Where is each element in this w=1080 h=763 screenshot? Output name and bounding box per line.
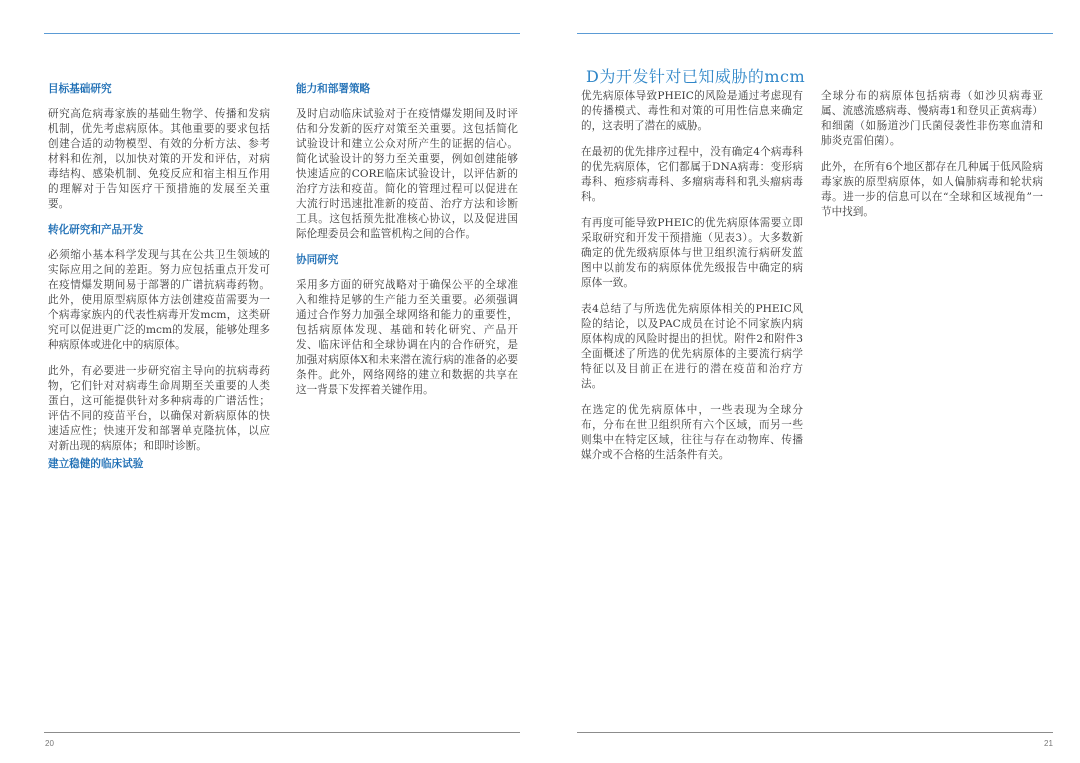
right-column-2 xyxy=(821,89,1043,231)
page-number: 20 xyxy=(45,739,54,748)
bottom-rule xyxy=(577,732,1053,733)
section-heading: 转化研究和产品开发 xyxy=(48,224,144,236)
section-heading: 建立稳健的临床试验 xyxy=(48,458,144,470)
left-column-2 xyxy=(296,82,518,409)
section-heading: 目标基础研究 xyxy=(48,83,112,95)
paragraph: 及时启动临床试验对于在疫情爆发期间及时评估和分发新的医疗对策至关重要。这包括简化试验设计和建立公众对所产生的证据的信心。简化试验设计的努力至关重要，例如创建能够快速适应的CORE临床试验设计，以评估新的治疗方法和疫苗。简化的管理过程可以促进在大流行时迅速批准新的疫苗、治疗方法和诊断工具。这包括预先批准核心协议，以及促进国际伦理委员会和监管机构之间的合作。 xyxy=(296,108,518,240)
paragraph: 采用多方面的研究战略对于确保公平的全球准入和维持足够的生产能力至关重要。必须强调通过合作努力加强全球网络和能力的重要性，包括病原体发现、基础和转化研究、产品开发、临床评估和全球协调在内的合作研究，是加强对病原体X和未来潜在流行病的准备的必要条件。此外，网络网络的建立和数据的共享在这一背景下发挥着关键作用。 xyxy=(296,279,518,396)
left-column-1 xyxy=(48,82,270,482)
paragraph: 全球分布的病原体包括病毒（如沙贝病毒亚属、流感流感病毒、慢病毒1和登贝正黄病毒）和细菌（如肠道沙门氏菌侵袭性非伤寒血清和肺炎克雷伯菌）。 xyxy=(821,90,1043,147)
right-column-1 xyxy=(581,89,803,474)
paragraph: 研究高危病毒家族的基础生物学、传播和发病机制，优先考虑病原体。其他重要的要求包括创建合适的动物模型、有效的分析方法、参考材料和佐剂，以加快对策的开发和评估，对病毒结构、感染机制、免疫反应和宿主相互作用的理解对于告知医疗干预措施的发展至关重要。 xyxy=(48,108,270,210)
paragraph: 有再度可能导致PHEIC的优先病原体需要立即采取研究和开发干预措施（见表3）。大多数新确定的优先级病原体与世卫组织流行病研发蓝图中以前发布的病原体优先级报告中确定的病原体一致。 xyxy=(581,217,803,289)
paragraph: 此外，有必要进一步研究宿主导向的抗病毒药物，它们针对对病毒生命周期至关重要的人类蛋白，这可能提供针对多种病毒的广谱活性；评估不同的疫苗平台，以确保对新病原体的快速适应性；快速开发和部署单克隆抗体，以应对新出现的病原体；和即时诊断。 xyxy=(48,365,270,452)
right-page xyxy=(540,0,1080,763)
paragraph: 必须缩小基本科学发现与其在公共卫生领域的实际应用之间的差距。努力应包括重点开发可在疫情爆发期间易于部署的广谱抗病毒药物。此外，使用原型病原体方法创建疫苗需要为一个病毒家族内的代表性病毒开发mcm，这类研究可以促进更广泛的mcm的发展，能够处理多种病原体或进化中的病原体。 xyxy=(48,249,270,351)
paragraph: 此外，在所有6个地区都存在几种属于低风险病毒家族的原型病原体，如人偏肺病毒和轮状病毒。进一步的信息可以在“全球和区域视角”一节中找到。 xyxy=(821,161,1043,218)
top-rule xyxy=(577,33,1053,34)
paragraph: 在最初的优先排序过程中，没有确定4个病毒科的优先病原体，它们都属于DNA病毒：变形病毒科、疱疹病毒科、多瘤病毒科和乳头瘤病毒科。 xyxy=(581,146,803,203)
section-heading: 能力和部署策略 xyxy=(296,83,371,95)
paragraph: 表4总结了与所选优先病原体相关的PHEIC风险的结论，以及PAC成员在讨论不同家族内病原体构成的风险时提出的担忧。附件2和附件3全面概述了所选的优先病原体的主要流行病学特征以及目前正在进行的潜在疫苗和治疗方法。 xyxy=(581,303,803,390)
bottom-rule xyxy=(44,732,520,733)
section-heading: 协同研究 xyxy=(296,254,339,266)
paragraph: 在选定的优先病原体中，一些表现为全球分布，分布在世卫组织所有六个区域，而另一些则集中在特定区域，往往与存在动物库、传播媒介或不合格的生活条件有关。 xyxy=(581,404,803,461)
page-title: D为开发针对已知威胁的mcm xyxy=(586,67,806,86)
page-number: 21 xyxy=(1044,739,1053,748)
top-rule xyxy=(44,33,520,34)
paragraph: 优先病原体导致PHEIC的风险是通过考虑现有的传播模式、毒性和对策的可用性信息来确定的，这表明了潜在的威胁。 xyxy=(581,90,803,132)
